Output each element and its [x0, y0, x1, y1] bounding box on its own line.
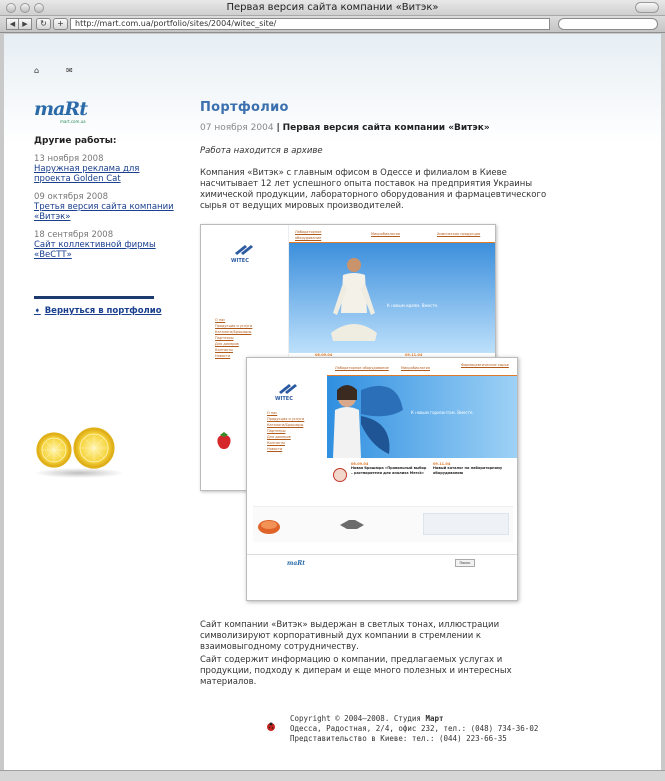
list-item — [34, 154, 174, 184]
forward-button[interactable]: ▶ — [19, 18, 32, 30]
top-link[interactable]: Микробиология — [371, 232, 400, 236]
back-to-portfolio-label: Вернуться в портфолио — [44, 306, 162, 316]
site-screenshot-v2[interactable] — [246, 357, 518, 601]
toolbar-toggle-button[interactable] — [635, 2, 659, 13]
close-window-button[interactable] — [6, 3, 16, 13]
top-link[interactable]: Химическая продукция — [437, 232, 481, 236]
logo-text: maRt — [34, 98, 87, 120]
page-title: Портфолио — [200, 100, 289, 115]
hero-banner — [327, 376, 518, 458]
back-to-portfolio-link[interactable] — [34, 306, 162, 316]
list-item — [34, 230, 174, 260]
home-icon[interactable]: ⌂ — [34, 66, 40, 75]
hero-slogan: К новым идеям. Вместе. — [387, 303, 439, 308]
address-line: Одесса, Радостная, 2/4, офис 232, тел.: (048) 734-36-02 — [290, 724, 539, 733]
work-link[interactable]: Третья версия сайта компании «Витэк» — [34, 202, 174, 222]
main-content — [200, 100, 550, 212]
work-link[interactable]: Сайт коллективной фирмы «ВеСТТ» — [34, 240, 156, 260]
paragraph-design: Сайт компании «Витэк» выдержан в светлых тонах, иллюстрации символизируют корпоративный дух компании в стремлении к взаимовыгодному сотрудничеству. — [200, 620, 500, 652]
hero-banner — [289, 243, 496, 353]
back-button[interactable]: ◀ — [6, 18, 19, 30]
reload-button[interactable]: ↻ — [36, 18, 51, 30]
sidebar-heading: Другие работы: — [34, 136, 117, 146]
menu-item[interactable]: Партнеры — [267, 429, 286, 433]
paragraph-content: Сайт содержит информацию о компании, предлагаемых услугах и продукции, подходу к диперам и еще много полезных и интересных материалов. — [200, 655, 512, 687]
top-link[interactable]: Лабораторное оборудование — [335, 366, 389, 370]
menu-item[interactable]: Контакты — [267, 441, 286, 445]
news-date: 06.09.04 — [351, 462, 369, 466]
add-bookmark-button[interactable]: + — [53, 18, 68, 30]
window-titlebar — [0, 0, 665, 16]
butterfly-woman-illustration — [327, 380, 407, 458]
witec-logo-icon — [231, 243, 267, 259]
other-works-sidebar — [34, 136, 174, 268]
top-link[interactable]: Микробиология — [401, 366, 430, 370]
minimize-window-button[interactable] — [20, 3, 30, 13]
search-button[interactable]: Поиск — [455, 559, 475, 567]
page-footer — [290, 714, 538, 744]
mail-icon[interactable]: ✉ — [66, 66, 73, 75]
footer-logo: maRt — [287, 560, 305, 567]
window-controls — [6, 3, 44, 13]
menu-item[interactable]: О нас — [267, 411, 278, 415]
logo-subtext: mart.com.ua — [60, 119, 86, 124]
web-page — [4, 34, 661, 770]
menu-item[interactable]: Каталоги/Брошюры — [215, 330, 252, 334]
list-item — [34, 192, 174, 222]
nav-buttons — [6, 18, 32, 30]
headline-separator: | — [276, 123, 280, 133]
handshake-icon — [339, 517, 365, 531]
menu-item[interactable]: Продукция и услуги — [267, 417, 305, 421]
copyright-text: Copyright © 2004–2008. Студия — [290, 714, 426, 723]
lemons-illustration — [34, 419, 134, 479]
news-title[interactable]: Новый каталог по лабораторному оборудованию — [433, 466, 503, 475]
menu-item[interactable]: Для дилеров — [215, 342, 239, 346]
work-link[interactable]: Наружная реклама для проекта Golden Cat — [34, 164, 140, 184]
status-bar — [0, 770, 665, 781]
work-title: Первая версия сайта компании «Витэк» — [282, 123, 490, 133]
hero-slogan: К новым горизонтам. Вместе. — [411, 410, 474, 415]
item-date: 09 октября 2008 — [34, 192, 109, 202]
site-screenshots — [200, 224, 522, 604]
menu-item[interactable]: Для дилеров — [267, 435, 291, 439]
menu-item[interactable]: Новости — [267, 447, 283, 451]
caviar-icon — [257, 517, 281, 535]
top-link[interactable]: Лабораторное оборудование — [295, 230, 322, 240]
studio-name[interactable]: Март — [425, 714, 444, 723]
news-title[interactable]: Новая брошюра «Правильный выбор – растворители для анализа Merck» — [351, 466, 427, 475]
news-date: 09.11.04 — [405, 353, 423, 357]
divider — [34, 296, 154, 299]
brand-label: WITEC — [275, 396, 293, 402]
address-bar[interactable]: http://mart.com.ua/portfolio/sites/2004/witec_site/ — [70, 18, 550, 30]
work-description: Компания «Витэк» с главным офисом в Одессе и филиалом в Киеве насчитывает 12 лет успешного опыта поставок на предприятия Украины химической продукции, лабораторного оборудования и фармацевтического сырья от ведущих мировых производителей. — [200, 168, 547, 211]
archive-note: Работа находится в архиве — [200, 146, 323, 156]
news-date: 09.11.04 — [433, 462, 451, 466]
copyright-line — [290, 714, 538, 724]
arrow-right-icon: ➧ — [34, 306, 41, 315]
menu-item[interactable]: Партнеры — [215, 336, 234, 340]
news-date: 06.09.04 — [315, 353, 333, 357]
search-field[interactable] — [558, 18, 658, 30]
work-headline — [200, 123, 550, 133]
menu-item[interactable]: Новости — [215, 354, 231, 358]
strawberry-icon — [215, 431, 233, 451]
menu-item[interactable]: Контакты — [215, 348, 234, 352]
ladybug-icon — [266, 722, 276, 732]
window-title: Первая версия сайта компании «Витэк» — [226, 2, 439, 13]
meditating-man-illustration — [329, 253, 379, 348]
kyiv-office-line: Представительство в Киеве: тел.: (044) 223-66-35 — [290, 734, 507, 743]
work-date: 07 ноября 2004 — [200, 123, 274, 133]
menu-item[interactable]: Продукция и услуги — [215, 324, 253, 328]
item-date: 18 сентября 2008 — [34, 230, 114, 240]
menu-item[interactable]: О нас — [215, 318, 226, 322]
alarm-clock-icon — [333, 468, 347, 482]
menu-item[interactable]: Каталоги/Брошюры — [267, 423, 304, 427]
zoom-window-button[interactable] — [34, 3, 44, 13]
site-logo[interactable] — [34, 98, 94, 124]
item-date: 13 ноября 2008 — [34, 154, 104, 164]
browser-toolbar — [0, 16, 665, 33]
info-box — [423, 513, 509, 535]
brand-label: WITEC — [231, 258, 249, 264]
top-link[interactable]: Фармацевтическое сырье — [461, 363, 509, 367]
